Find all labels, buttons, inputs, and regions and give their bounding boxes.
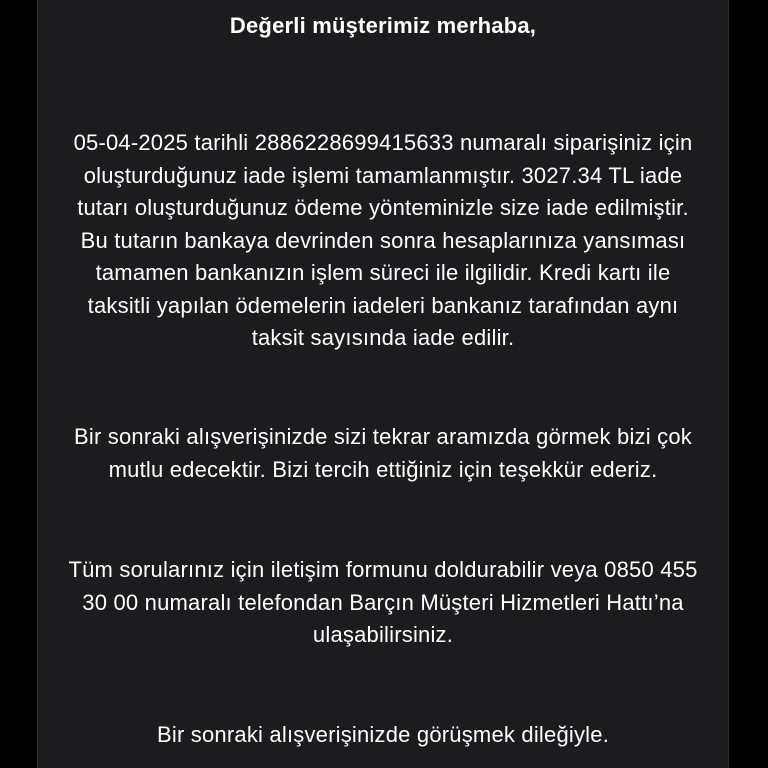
email-body bbox=[37, 0, 729, 768]
closing-line: Bir sonraki alışverişinizde görüşmek dileğiyle. bbox=[156, 722, 610, 747]
refund-details-paragraph: 05-04-2025 tarihli 2886228699415633 numaralı siparişiniz için oluşturduğunuz iade işlemi tamamlanmıştır. 3027.34 TL iade tutarı oluşturduğunuz ödeme yönteminizle size iade edilmiştir. Bu tutarın bankaya devrinden sonra hesaplarınıza yansıması tamamen bankanızın işlem süreci ile ilgilidir. Kredi kartı ile taksitli yapılan ödemelerin iadeleri bankanız tarafından aynı taksit sayısında iade edilir. bbox=[73, 130, 693, 350]
contact-info-paragraph: Tüm sorularınız için iletişim formunu doldurabilir veya 0850 455 30 00 numaralı telefondan Barçın Müşteri Hizmetleri Hattı’na ulaşabilirsiniz. bbox=[68, 557, 698, 647]
thank-you-paragraph: Bir sonraki alışverişinizde sizi tekrar aramızda görmek bizi çok mutlu edecektir. Bizi tercih ettiğiniz için teşekkür ederiz. bbox=[74, 424, 692, 482]
greeting-heading: Değerli müşterimiz merhaba, bbox=[229, 13, 537, 38]
